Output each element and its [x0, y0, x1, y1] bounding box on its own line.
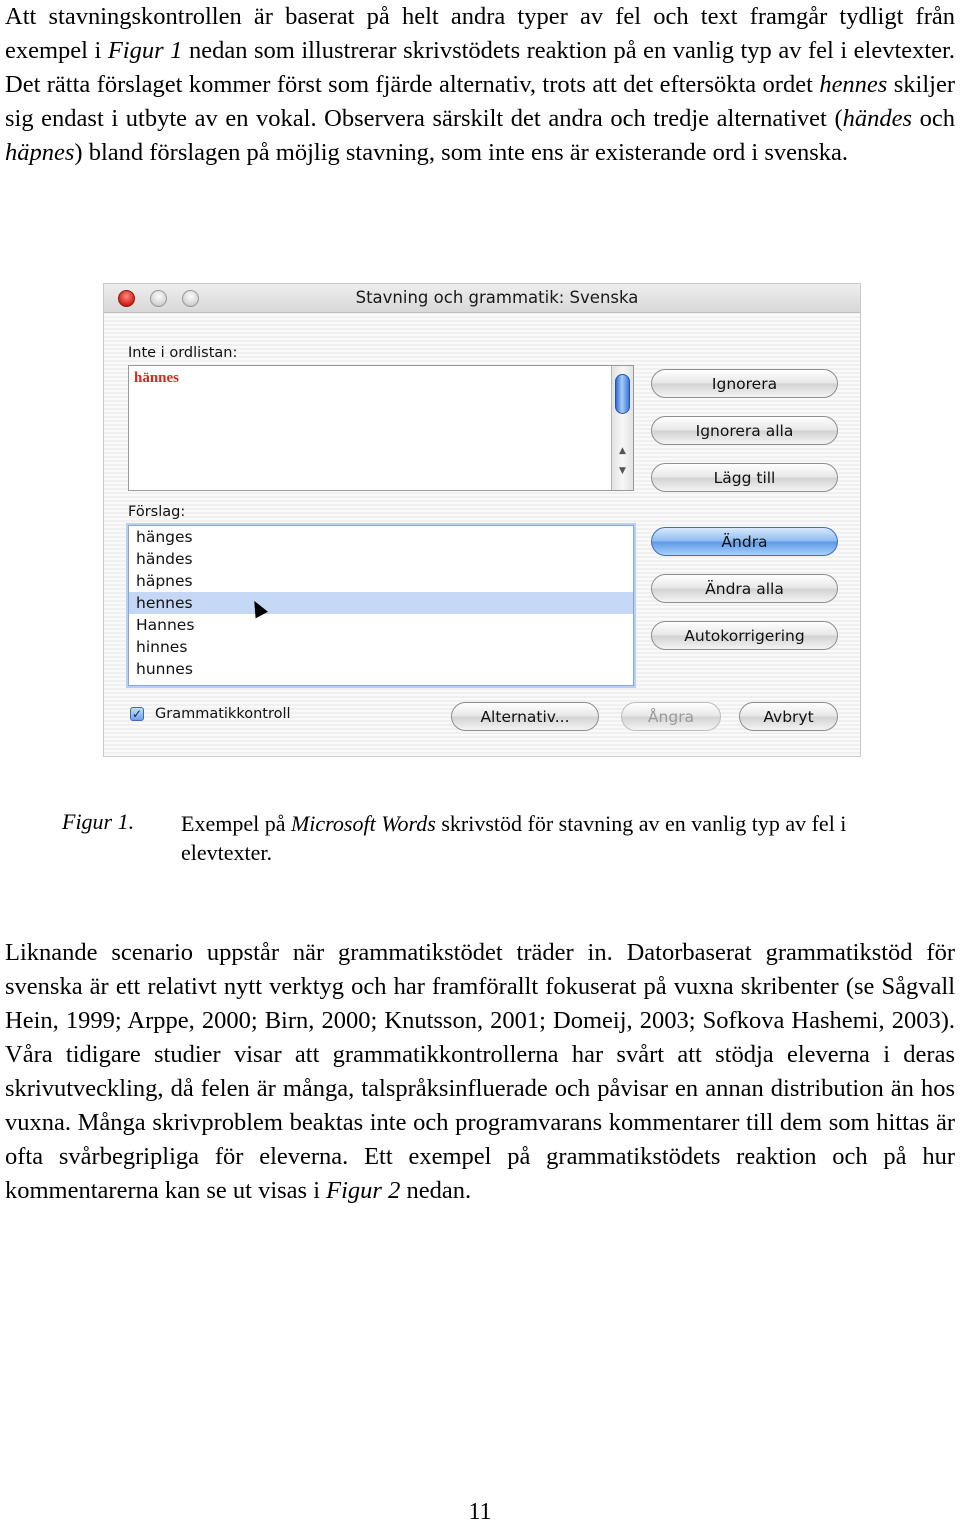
product-name: Microsoft Words — [290, 811, 436, 836]
suggestion-item[interactable]: händes — [136, 550, 193, 568]
text-run: och — [912, 105, 955, 132]
suggestion-item[interactable]: hinnes — [136, 638, 188, 656]
options-button[interactable]: Alternativ... — [451, 702, 599, 731]
suggestion-item[interactable]: hänges — [136, 528, 193, 546]
not-in-dictionary-label: Inte i ordlistan: — [128, 345, 238, 361]
text-run: skrivstöd för stavning av en vanlig typ av fel i elevtexter. — [181, 811, 847, 865]
misspelled-word: hännes — [134, 370, 180, 386]
spelling-grammar-dialog — [103, 283, 861, 757]
grammar-check-label: Grammatikkontroll — [155, 706, 291, 722]
scrollbar-thumb[interactable] — [615, 374, 630, 414]
add-to-dictionary-button[interactable]: Lägg till — [651, 463, 838, 492]
scroll-up-arrow-icon[interactable]: ▲ — [619, 446, 626, 456]
change-all-button[interactable]: Ändra alla — [651, 574, 838, 603]
suggestion-item[interactable]: häpnes — [136, 572, 193, 590]
not-in-dictionary-textbox[interactable] — [128, 365, 634, 491]
page-number: 11 — [468, 1499, 492, 1525]
text-run: nedan som illustrerar skrivstödets reaktion på en vanlig typ av fel i elevtexter. Det rätta förslaget kommer först som fjärde alternativ, trots att det eftersökta ordet — [5, 37, 955, 98]
figure-reference: Figur 2 — [326, 1177, 401, 1204]
dialog-title: Stavning och grammatik: Svenska — [355, 288, 639, 307]
text-run: Liknande scenario uppstår när grammatikstödet träder in. Datorbaserat grammatikstöd för svenska är ett relativt nytt verktyg och har framförallt fokuserat på vuxna skribenter (se Sågvall Hein, 1999; Arppe, 2000; Birn, 2000; Knutsson, 2001; Domeij, 2003; Sofkova Hashemi, 2003). Våra tidigare studier visar att grammatikkontrollerna har svårt att stödja eleverna i deras skrivutveckling, då felen är många, talspråksinfluerade och påvisar en annan distribution än hos vuxna. Många skrivproblem beaktas inte och programvarans kommentarer till dem som hittas är ofta svårbegripliga för eleverna. Ett exempel på grammatikstödets reaktion och på hur kommentarerna kan se ut visas i — [5, 939, 955, 1204]
cancel-button[interactable]: Avbryt — [739, 702, 838, 731]
figure-reference: Figur 1 — [107, 37, 183, 64]
scroll-down-arrow-icon[interactable]: ▼ — [619, 466, 626, 476]
figure-number: Figur 1. — [62, 809, 135, 834]
textbox-scrollbar[interactable] — [611, 366, 633, 490]
ignore-all-button[interactable]: Ignorera alla — [651, 416, 838, 445]
autocorrect-button[interactable]: Autokorrigering — [651, 621, 838, 650]
text-run: Att stavningskontrollen är baserat på helt andra typer av fel och text framgår tydligt från exempel i — [5, 3, 955, 64]
text-run: nedan. — [400, 1177, 472, 1204]
change-button[interactable]: Ändra — [651, 527, 838, 556]
dialog-titlebar — [104, 284, 860, 313]
text-run: Exempel på — [181, 811, 291, 836]
figure-caption — [181, 809, 911, 867]
emphasized-word: hennes — [819, 71, 888, 98]
emphasized-word: häpnes — [5, 139, 75, 166]
body-paragraph — [5, 936, 955, 1208]
ignore-button[interactable]: Ignorera — [651, 369, 838, 398]
suggestion-item[interactable]: hunnes — [136, 660, 193, 678]
emphasized-word: händes — [842, 105, 913, 132]
suggestions-label: Förslag: — [128, 504, 186, 520]
text-run: skiljer sig endast i utbyte av en vokal. Observera särskilt det andra och tredje alternativet ( — [5, 71, 955, 132]
grammar-check-checkbox[interactable]: ✓ — [131, 707, 143, 721]
suggestions-list[interactable] — [128, 525, 634, 686]
undo-button[interactable]: Ångra — [621, 702, 721, 731]
text-run: ) bland förslagen på möjlig stavning, som inte ens är existerande ord i svenska. — [74, 139, 849, 166]
intro-paragraph — [5, 0, 955, 170]
suggestion-item[interactable]: Hannes — [136, 616, 195, 634]
suggestion-item-selected[interactable]: hennes — [129, 592, 633, 614]
